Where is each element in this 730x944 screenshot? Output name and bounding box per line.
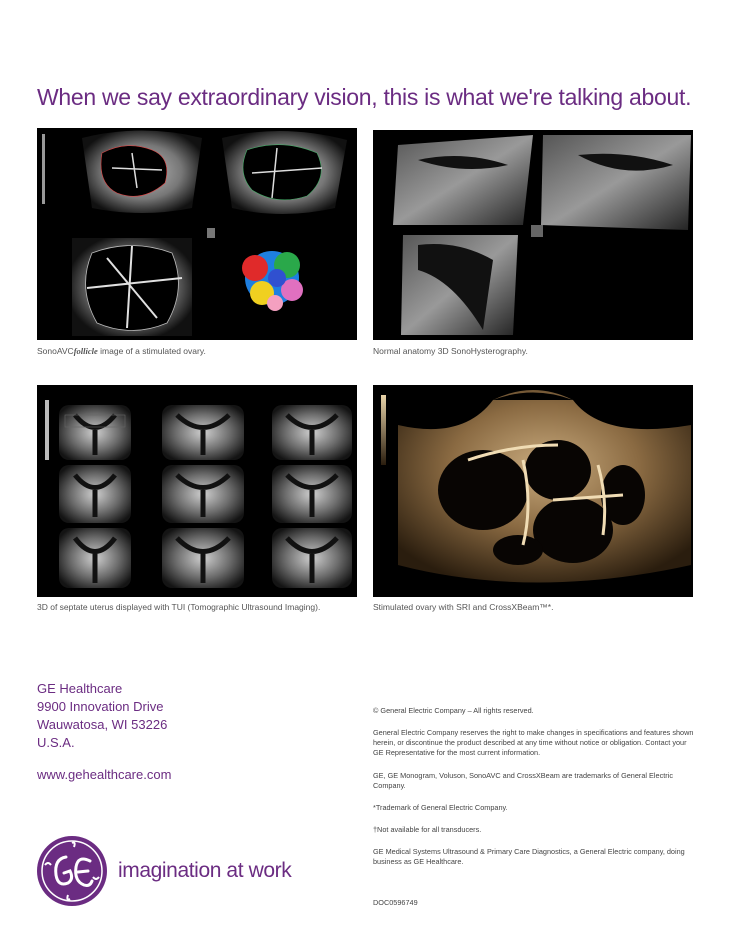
legal-availability-note: †Not available for all transducers. <box>373 825 482 834</box>
image-sonoavc-follicle <box>37 128 357 340</box>
document-number: DOC0596749 <box>373 898 418 907</box>
brand-tagline: imagination at work <box>118 859 292 882</box>
legal-trademark-note: *Trademark of General Electric Company. <box>373 803 508 812</box>
address-block <box>37 680 167 752</box>
address-city: Wauwatosa, WI 53226 <box>37 717 168 732</box>
legal-rights: General Electric Company reserves the right to make changes in specifications and features shown herein, or discontinue the product described at any time without notice or obligation. Contact your GE Representative for the most current information. <box>373 728 694 757</box>
address-country: U.S.A. <box>37 735 75 750</box>
legal-copyright: © General Electric Company – All rights reserved. <box>373 706 534 715</box>
page-headline: When we say extraordinary vision, this is what we're talking about. <box>37 84 692 110</box>
image-sonohysterography <box>373 130 693 340</box>
address-street: 9900 Innovation Drive <box>37 699 164 714</box>
image-tui-septate-uterus <box>37 385 357 597</box>
caption-tui: 3D of septate uterus displayed with TUI (Tomographic Ultrasound Imaging). <box>37 602 321 612</box>
legal-trademarks: GE, GE Monogram, Voluson, SonoAVC and CrossXBeam are trademarks of General Electric Company. <box>373 771 673 790</box>
image-sri-crossxbeam <box>373 385 693 597</box>
caption-sri-crossxbeam: Stimulated ovary with SRI and CrossXBeam™*. <box>373 602 554 612</box>
caption-sonohysterography: Normal anatomy 3D SonoHysterography. <box>373 346 528 356</box>
caption-sonoavc: SonoAVCfollicle image of a stimulated ovary. <box>37 346 206 356</box>
website-link[interactable]: www.gehealthcare.com <box>37 767 172 782</box>
legal-company-note: GE Medical Systems Ultrasound & Primary Care Diagnostics, a General Electric company, doing business as GE Healthcare. <box>373 847 685 866</box>
ge-monogram-logo <box>36 835 108 907</box>
address-company: GE Healthcare <box>37 681 123 696</box>
